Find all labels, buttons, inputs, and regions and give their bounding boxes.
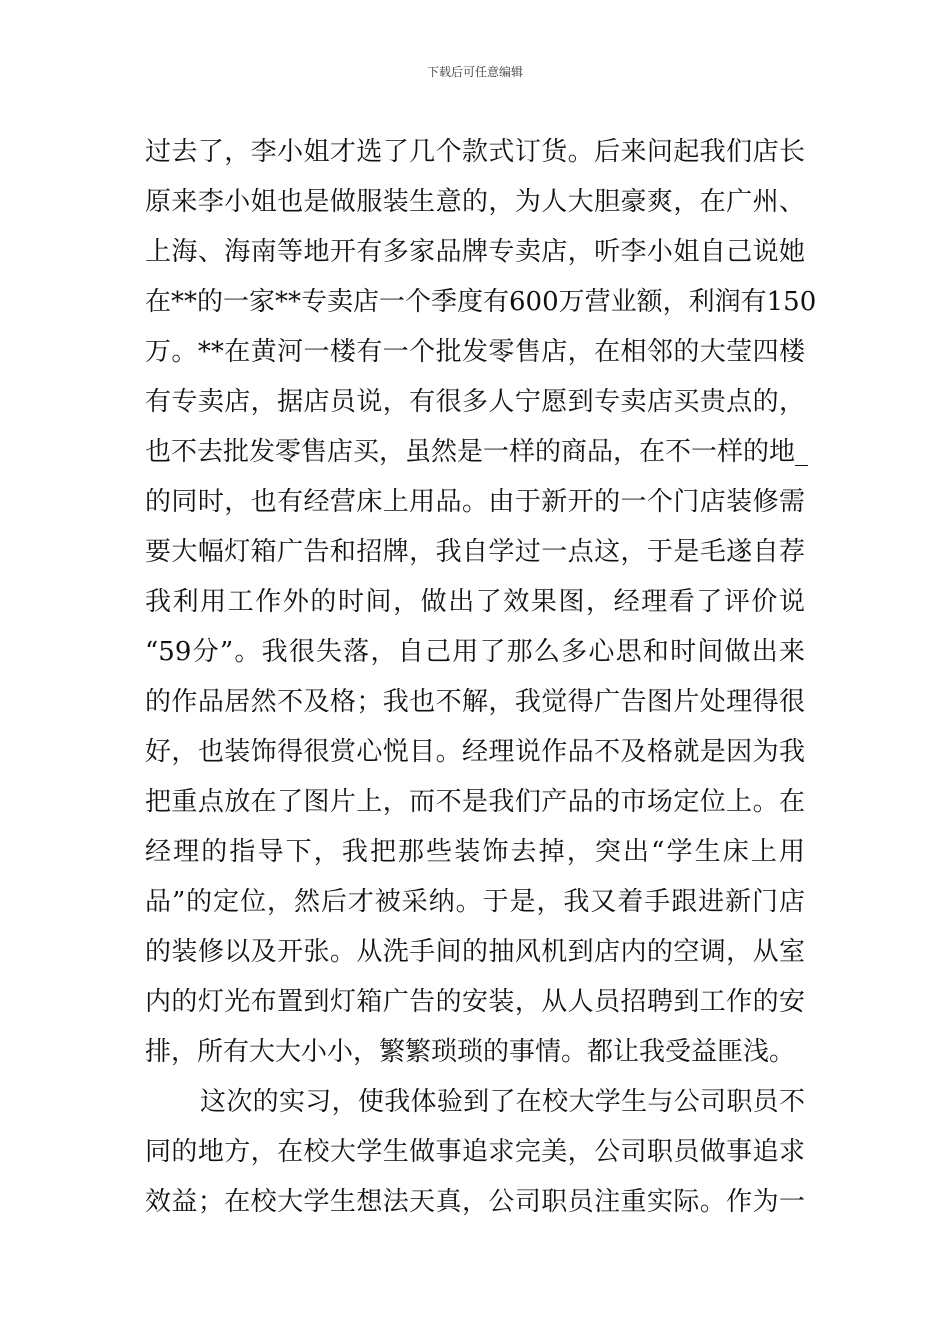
text-line: 的作品居然不及格；我也不解，我觉得广告图片处理得很 — [145, 687, 805, 717]
text-line: 的装修以及开张。从洗手间的抽风机到店内的空调，从室 — [145, 937, 805, 967]
text-line: 过去了，李小姐才选了几个款式订货。后来问起我们店长 — [145, 137, 805, 167]
text-line: 的同时，也有经营床上用品。由于新开的一个门店装修需 — [145, 487, 805, 517]
text-line: 把重点放在了图片上，而不是我们产品的市场定位上。在 — [145, 787, 805, 817]
text-line: 效益；在校大学生想法天真，公司职员注重实际。作为一 — [145, 1187, 805, 1217]
text-line: 品”的定位，然后才被采纳。于是，我又着手跟进新门店 — [145, 887, 805, 917]
text-line: 万。**在黄河一楼有一个批发零售店，在相邻的大莹四楼 — [145, 337, 805, 367]
text-line: 也不去批发零售店买，虽然是一样的商品，在不一样的地_ — [145, 437, 809, 467]
text-line: 好，也装饰得很赏心悦目。经理说作品不及格就是因为我 — [145, 737, 805, 767]
text-line: 排，所有大大小小，繁繁琐琐的事情。都让我受益匪浅。 — [145, 1037, 796, 1067]
text-line: 有专卖店，据店员说，有很多人宁愿到专卖店买贵点的， — [145, 387, 805, 417]
text-line: 这次的实习，使我体验到了在校大学生与公司职员不 — [200, 1087, 805, 1117]
text-line: 原来李小姐也是做服装生意的，为人大胆豪爽，在广州、 — [145, 187, 805, 217]
text-line: 要大幅灯箱广告和招牌，我自学过一点这，于是毛遂自荐 — [145, 537, 805, 567]
text-line: “59分”。我很失落，自己用了那么多心思和时间做出来 — [145, 637, 805, 667]
page-header: 下载后可任意编辑 — [426, 65, 523, 79]
text-line: 经理的指导下，我把那些装饰去掉，突出“学生床上用 — [145, 837, 805, 867]
text-line: 在**的一家**专卖店一个季度有600万营业额，利润有150 — [145, 287, 817, 317]
text-line: 我利用工作外的时间，做出了效果图，经理看了评价说 — [145, 587, 805, 617]
text-line: 内的灯光布置到灯箱广告的安装，从人员招聘到工作的安 — [145, 987, 805, 1017]
text-line: 同的地方，在校大学生做事追求完美，公司职员做事追求 — [145, 1137, 805, 1167]
text-line: 上海、海南等地开有多家品牌专卖店，听李小姐自己说她 — [145, 237, 805, 267]
